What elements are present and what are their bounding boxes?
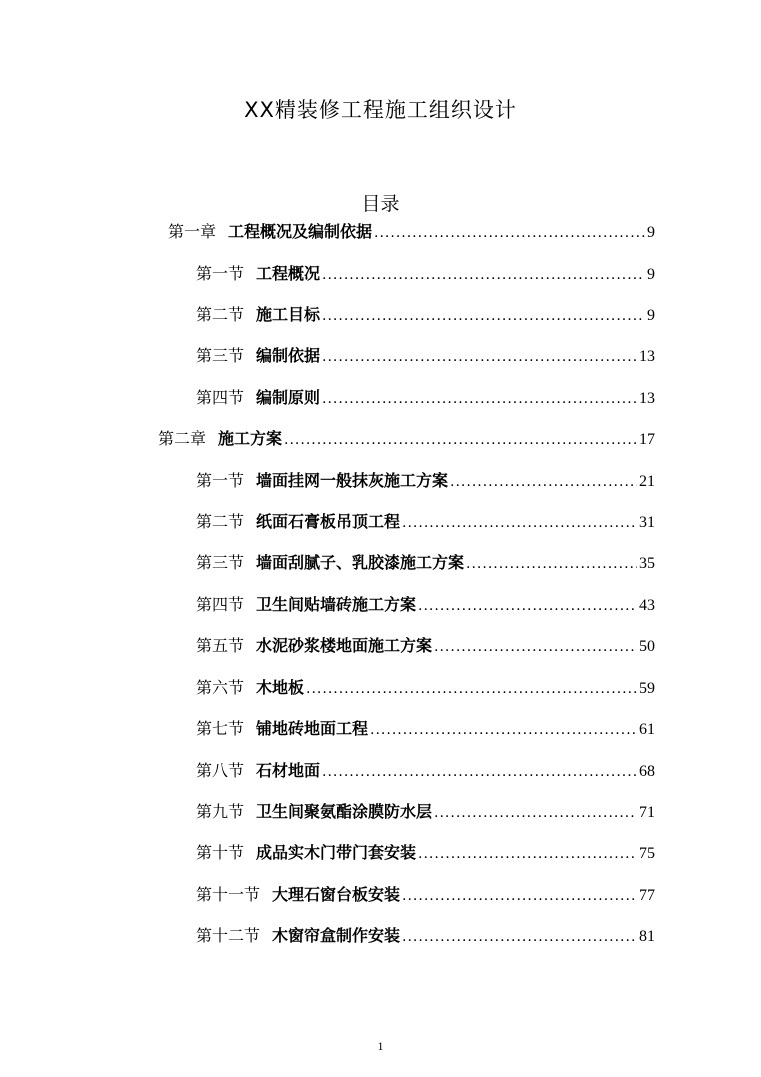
toc-entry-title: 墙面挂网一般抹灰施工方案 <box>256 471 449 490</box>
toc-entry-title: 施工目标 <box>256 305 321 324</box>
toc-entry-section[interactable] <box>196 344 655 368</box>
toc-leader-dots <box>306 677 637 701</box>
toc-entry-number: 第一节 <box>196 471 245 490</box>
toc-entry-section[interactable] <box>196 386 655 410</box>
toc-entry-title: 墙面刮腻子、乳胶漆施工方案 <box>256 553 465 572</box>
toc-entry-title: 卫生间贴墙砖施工方案 <box>256 595 417 614</box>
toc-entry-number: 第十一节 <box>196 885 261 904</box>
toc-entry-page: 13 <box>639 390 655 407</box>
toc-entry-page: 68 <box>639 763 655 780</box>
toc-leader-dots <box>322 387 637 411</box>
toc-entry-title: 纸面石膏板吊顶工程 <box>256 512 401 531</box>
toc-entry-page: 59 <box>639 680 655 697</box>
toc-entry-section[interactable] <box>196 262 655 286</box>
toc-leader-dots <box>322 345 637 369</box>
toc-entry-section[interactable] <box>196 924 655 948</box>
toc-entry-title: 大理石窗台板安装 <box>272 885 401 904</box>
toc-entry-section[interactable] <box>196 634 655 658</box>
toc-entry-number: 第六节 <box>196 678 245 697</box>
toc-entry-title: 木地板 <box>256 678 305 697</box>
toc-entry-section[interactable] <box>196 303 655 327</box>
toc-entry-number: 第九节 <box>196 802 245 821</box>
toc-entry-number: 第八节 <box>196 761 245 780</box>
toc-entry-section[interactable] <box>196 800 655 824</box>
toc-entry-page: 81 <box>639 928 655 945</box>
toc-leader-dots <box>418 594 637 618</box>
toc-entry-page: 9 <box>647 266 655 283</box>
toc-entry-number: 第四节 <box>196 388 245 407</box>
toc-entry-number: 第三节 <box>196 346 245 365</box>
toc-entry-title: 卫生间聚氨酯涂膜防水层 <box>256 802 433 821</box>
toc-entry-number: 第五节 <box>196 636 245 655</box>
toc-entry-page: 50 <box>639 638 655 655</box>
toc-entry-page: 43 <box>639 597 655 614</box>
toc-entry-title: 石材地面 <box>256 761 321 780</box>
toc-entry-page: 17 <box>639 431 655 448</box>
toc-entry-page: 9 <box>647 307 655 324</box>
toc-entry-page: 71 <box>639 804 655 821</box>
toc-entry-page: 21 <box>639 473 655 490</box>
toc-entry-number: 第十二节 <box>196 926 261 945</box>
toc-entry-page: 61 <box>639 721 655 738</box>
toc-entry-chapter-2[interactable] <box>158 427 655 451</box>
toc-leader-dots <box>284 428 637 452</box>
toc-entry-title: 工程概况 <box>256 264 321 283</box>
toc-leader-dots <box>402 925 637 949</box>
toc-entry-page: 75 <box>639 845 655 862</box>
toc-entry-title: 木窗帘盒制作安装 <box>272 926 401 945</box>
toc-entry-section[interactable] <box>196 883 655 907</box>
toc-leader-dots <box>434 801 637 825</box>
page-number: 1 <box>377 1039 384 1053</box>
toc-entry-number: 第十节 <box>196 843 245 862</box>
toc-entry-section[interactable] <box>196 841 655 865</box>
toc-entry-title: 铺地砖地面工程 <box>256 719 369 738</box>
toc-entry-section[interactable] <box>196 551 655 575</box>
toc-entry-page: 31 <box>639 514 655 531</box>
toc-entry-number: 第二节 <box>196 512 245 531</box>
toc-entry-number: 第三节 <box>196 553 245 572</box>
toc-entry-section[interactable] <box>196 759 655 783</box>
toc-leader-dots <box>322 304 645 328</box>
toc-entry-number: 第一节 <box>196 264 245 283</box>
toc-entry-number: 第七节 <box>196 719 245 738</box>
toc-entry-title: 成品实木门带门套安装 <box>256 843 417 862</box>
toc-leader-dots <box>322 760 637 784</box>
toc-entry-title: 编制依据 <box>256 346 321 365</box>
toc-entry-title: 施工方案 <box>218 429 283 448</box>
toc-entry-page: 13 <box>639 348 655 365</box>
toc-entry-page: 35 <box>639 555 655 572</box>
toc-entry-section[interactable] <box>196 676 655 700</box>
toc-entry-section[interactable] <box>196 593 655 617</box>
toc-leader-dots <box>402 511 637 535</box>
toc-leader-dots <box>418 842 637 866</box>
document-title: XX精装修工程施工组织设计 <box>244 98 517 122</box>
toc-entry-number: 第二章 <box>158 429 207 448</box>
toc-leader-dots <box>370 718 637 742</box>
toc-entry-section[interactable] <box>196 510 655 534</box>
toc-leader-dots <box>466 552 637 576</box>
toc-entry-number: 第四节 <box>196 595 245 614</box>
toc-entry-section[interactable] <box>196 469 655 493</box>
toc-heading: 目录 <box>361 193 400 215</box>
toc-entry-number: 第二节 <box>196 305 245 324</box>
toc-leader-dots <box>434 635 637 659</box>
toc-leader-dots <box>374 221 645 245</box>
toc-entry-title: 水泥砂浆楼地面施工方案 <box>256 636 433 655</box>
toc-entry-page: 77 <box>639 887 655 904</box>
toc-leader-dots <box>402 884 637 908</box>
toc-entry-section[interactable] <box>196 717 655 741</box>
toc-leader-dots <box>450 470 637 494</box>
toc-leader-dots <box>322 263 645 287</box>
toc-entry-number: 第一章 <box>168 222 217 241</box>
toc-entry-title: 编制原则 <box>256 388 321 407</box>
toc-entry-page: 9 <box>647 224 655 241</box>
toc-entry-title: 工程概况及编制依据 <box>228 222 373 241</box>
toc-entry-chapter-1[interactable] <box>168 220 655 244</box>
